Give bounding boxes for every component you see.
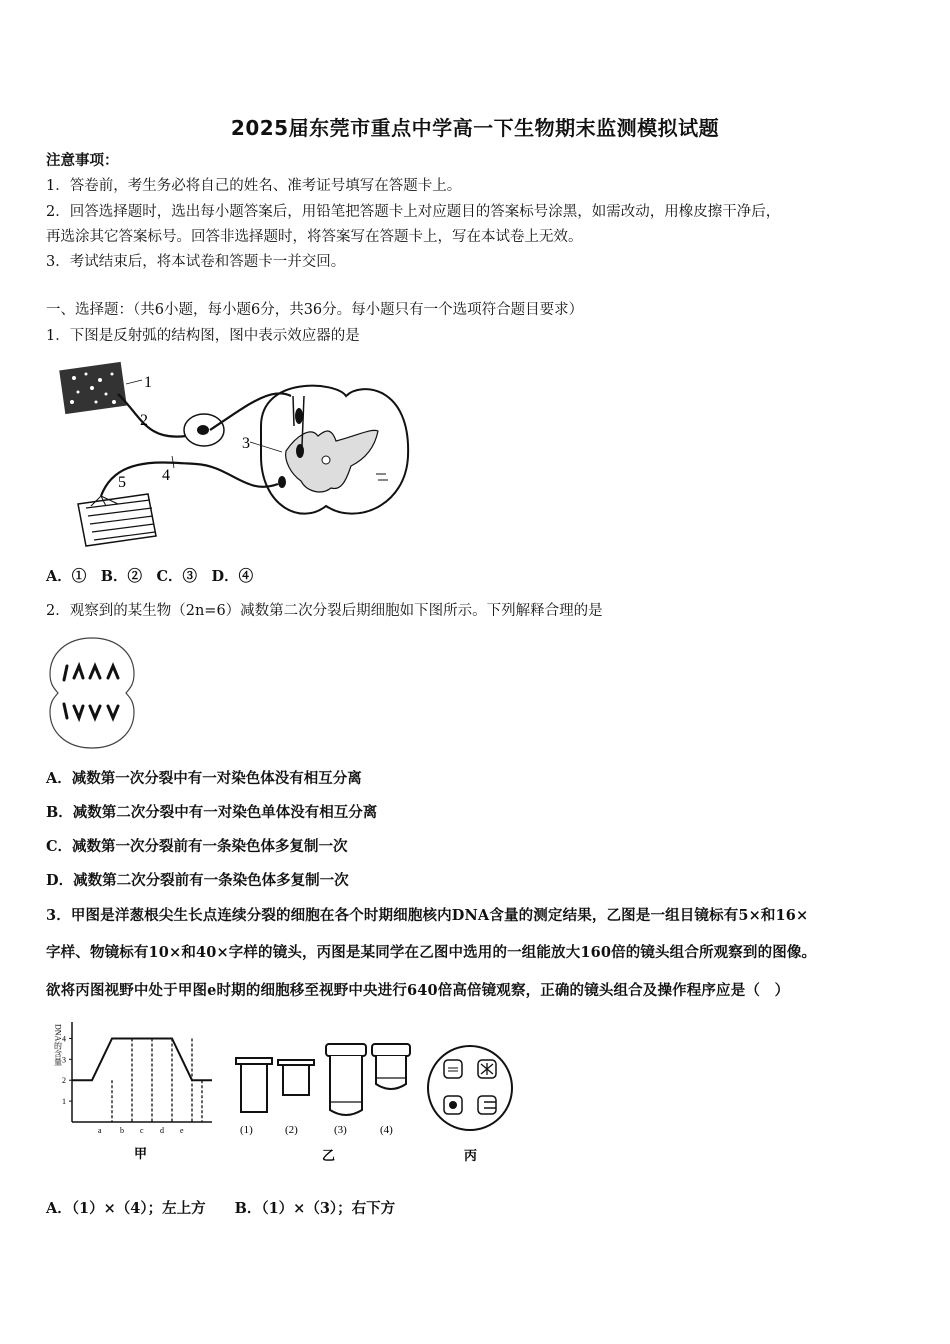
q3-options: A．（1）×（4）；左上方 B．（1）×（3）；右下方 bbox=[46, 1200, 396, 1217]
lens-1 bbox=[236, 1058, 272, 1112]
lens-label-4: (4) bbox=[380, 1124, 393, 1136]
lens-label-1: (1) bbox=[240, 1124, 253, 1136]
receptor-block bbox=[59, 362, 127, 414]
notice-item-2: 2．回答选择题时，选出每小题答案后，用铅笔把答题卡上对应题目的答案标号涂黑，如需改动，用橡皮擦干净后， bbox=[46, 204, 781, 220]
chart-x-tick-label: b bbox=[120, 1126, 124, 1135]
page-title: 2025届东莞市重点中学高一下生物期末监测模拟试题 bbox=[230, 116, 720, 140]
cell-upper-left bbox=[444, 1060, 462, 1078]
spinal-cord bbox=[261, 386, 408, 514]
lens-4 bbox=[372, 1044, 410, 1089]
lens-2 bbox=[278, 1060, 314, 1095]
notice-item-2-cont: 再选涂其它答案标号。回答非选择题时，将答案写在答题卡上，写在本试卷上无效。 bbox=[46, 229, 583, 245]
lens-label-3: (3) bbox=[334, 1124, 347, 1136]
chart-y-tick-label: 4 bbox=[62, 1034, 66, 1044]
chromosomes-bottom bbox=[64, 704, 118, 718]
q1-stem: 1．下图是反射弧的结构图，图中表示效应器的是 bbox=[46, 328, 360, 344]
chart-x-tick-label: e bbox=[180, 1126, 184, 1135]
q3-stem-1: 3．甲图是洋葱根尖生长点连续分裂的细胞在各个时期细胞核内DNA含量的测定结果，乙图是一组目镜标有5×和16× bbox=[46, 907, 809, 924]
lens-3 bbox=[326, 1044, 366, 1115]
label-5: 5 bbox=[118, 474, 126, 491]
chart-y-tick-label: 2 bbox=[62, 1076, 66, 1086]
cell-lower-right bbox=[478, 1096, 496, 1114]
chart-dna-line bbox=[72, 1038, 212, 1080]
lens-label-2: (2) bbox=[285, 1124, 298, 1136]
lens-caption: 乙 bbox=[322, 1148, 336, 1163]
label-4: 4 bbox=[162, 467, 170, 484]
chart-y-tick-label: 3 bbox=[62, 1055, 66, 1065]
chart-x-tick-label: d bbox=[160, 1126, 164, 1135]
q2-option-d: D．减数第二次分裂前有一条染色体多复制一次 bbox=[46, 872, 349, 889]
q2-stem: 2．观察到的某生物（2n=6）减数第二次分裂后期细胞如下图所示。下列解释合理的是 bbox=[46, 603, 603, 619]
reflex-arc-figure bbox=[56, 356, 416, 551]
chromosomes-top bbox=[64, 666, 118, 680]
chart-x-tick-label: a bbox=[98, 1126, 102, 1135]
chart-title: 甲 bbox=[134, 1146, 148, 1161]
label-2: 2 bbox=[140, 412, 148, 429]
q2-option-b: B．减数第二次分裂中有一对染色单体没有相互分离 bbox=[46, 804, 378, 821]
notice-heading: 注意事项： bbox=[46, 152, 119, 169]
label-3: 3 bbox=[242, 435, 250, 452]
q3-stem-3: 欲将丙图视野中处于甲图e时期的细胞移至视野中央进行640倍高倍镜观察，正确的镜头组合及操作程序应是（ ） bbox=[46, 982, 790, 999]
chart-x-tick-label: c bbox=[140, 1126, 144, 1135]
q1-options: A．① B．② C．③ D．④ bbox=[46, 568, 254, 585]
q2-option-c: C．减数第一次分裂前有一条染色体多复制一次 bbox=[46, 838, 348, 855]
field-of-view-figure bbox=[424, 1040, 524, 1168]
effector-muscle bbox=[78, 494, 156, 546]
notice-item-3: 3．考试结束后，将本试卷和答题卡一并交回。 bbox=[46, 254, 346, 270]
fov-caption: 丙 bbox=[464, 1148, 478, 1163]
chart-ylabel: DNA的含量 bbox=[53, 1024, 63, 1066]
q3-stem-2: 字样、物镜标有10×和40×字样的镜头，丙图是某同学在乙图中选用的一组能放大160倍的镜头组合所观察到的图像。 bbox=[46, 944, 817, 961]
chart-y-tick-label: 1 bbox=[62, 1097, 66, 1107]
lens-figure bbox=[230, 1036, 420, 1166]
notice-item-1: 1．答卷前，考生务必将自己的姓名、准考证号填写在答题卡上。 bbox=[46, 178, 462, 194]
section-heading: 一、选择题：（共6小题，每小题6分，共36分。每小题只有一个选项符合题目要求） bbox=[46, 302, 584, 318]
dna-content-chart bbox=[52, 1012, 222, 1167]
label-1: 1 bbox=[144, 374, 152, 391]
cell-figure bbox=[46, 634, 138, 752]
q2-option-a: A．减数第一次分裂中有一对染色体没有相互分离 bbox=[46, 770, 362, 787]
